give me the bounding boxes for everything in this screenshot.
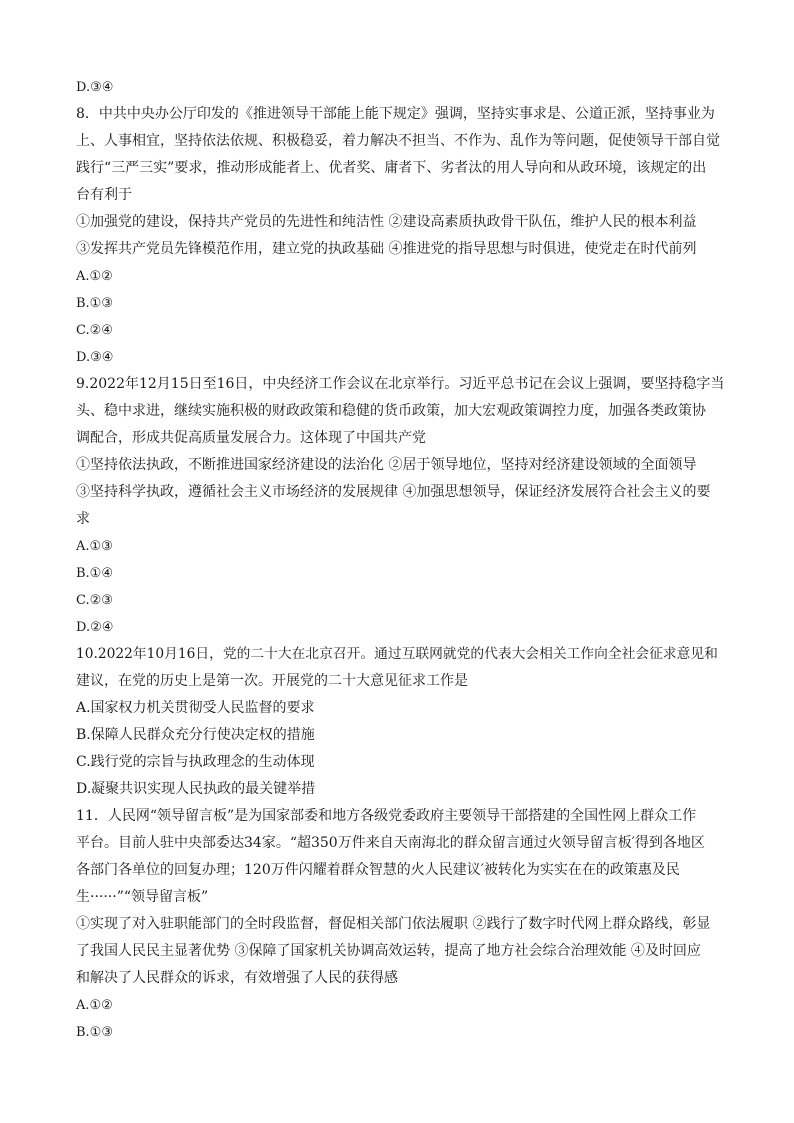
prev-question-option-d: D.③④ [76, 80, 114, 95]
q11-option-a: A.①② [76, 998, 113, 1013]
q8-stem-line: 上、人事相宜，坚持依法依规、积极稳妥，着力解决不担当、不作为、乱作为等问题，促使领导干部自觉 [76, 133, 720, 149]
q11-stem-line: 生······”“领导留言板” [76, 889, 209, 905]
q8-option-c: C.②④ [76, 323, 113, 338]
question-8 [76, 101, 726, 371]
question-10 [76, 641, 726, 803]
q8-option-b: B.①③ [76, 296, 113, 311]
q8-statement-line: ①加强党的建设，保持共产党员的先进性和纯洁性 ②建设高素质执政骨干队伍，维护人民的根本利益 [76, 214, 697, 230]
q9-statement-line: ①坚持依法执政，不断推进国家经济建设的法治化 ②居于领导地位，坚持对经济建设领域的全面领导 [76, 457, 697, 473]
exam-page [76, 74, 726, 1046]
q11-option-b: B.①③ [76, 1025, 113, 1040]
q9-statement-line: ③坚持科学执政，遵循社会主义市场经济的发展规律 ④加强思想领导，保证经济发展符合社会主义的要 [76, 484, 711, 500]
q9-option-a: A.①③ [76, 539, 113, 554]
q11-stem-line: 11．人民网“领导留言板”是为国家部委和地方各级党委政府主要领导干部搭建的全国性网上群众工作 [76, 808, 697, 824]
question-9 [76, 371, 726, 641]
q9-option-c: C.②③ [76, 593, 113, 608]
q10-stem-line: 10.2022年10月16日，党的二十大在北京召开。通过互联网就党的代表大会相关工作向全社会征求意见和 [76, 646, 718, 662]
q11-stem-line: 平台。目前人驻中央部委达34家。“超350万件来自天南海北的群众留言通过火领导留言板′得到各地区 [76, 835, 705, 851]
q10-stem-line: 建议，在党的历史上是第一次。开展党的二十大意见征求工作是 [76, 673, 468, 689]
q11-statement-line: 了我国人民民主显著优势 ③保障了国家机关协调高效运转，提高了地方社会综合治理效能 ④及时回应 [76, 943, 701, 959]
q9-option-d: D.②④ [76, 620, 114, 635]
q9-stem-line: 9.2022年12月15日至16日，中央经济工作会议在北京举行。习近平总书记在会议上强调，要坚持稳字当 [76, 376, 725, 392]
q9-stem-line: 头、稳中求进，继续实施积极的财政政策和稳健的货币政策，加大宏观政策调控力度，加强各类政策协 [76, 403, 706, 419]
q9-statement-line: 求 [76, 511, 90, 527]
q10-option-a: A.国家权力机关贯彻受人民监督的要求 [76, 700, 315, 716]
q9-option-b: B.①④ [76, 566, 113, 581]
q11-statement-line: ①实现了对入驻职能部门的全时段监督，督促相关部门依法履职 ②践行了数字时代网上群众路线，彰显 [76, 916, 711, 932]
q8-statement-line: ③发挥共产党员先锋模范作用，建立党的执政基础 ④推进党的指导思想与时俱进，使党走在时代前列 [76, 241, 697, 257]
q8-stem-line: 践行“三严三实”要求，推动形成能者上、优者奖、庸者下、劣者汰的用人导向和从政环境，该规定的出 [76, 160, 707, 176]
q11-stem-line: 各部门各单位的回复办理；120万件闪耀着群众智慧的火人民建议′被转化为实实在在的政策惠及民 [76, 862, 680, 878]
q10-option-d: D.凝聚共识实现人民执政的最关键举措 [76, 781, 316, 797]
q10-option-b: B.保障人民群众充分行使决定权的措施 [76, 727, 315, 743]
q8-stem-line: 台有利于 [76, 187, 132, 203]
q9-stem-line: 调配合，形成共促高质量发展合力。这体现了中国共产党 [76, 430, 426, 446]
q8-option-d: D.③④ [76, 350, 114, 365]
q10-option-c: C.践行党的宗旨与执政理念的生动体现 [76, 754, 315, 770]
q11-statement-line: 和解决了人民群众的诉求，有效增强了人民的获得感 [76, 970, 398, 986]
q8-option-a: A.①② [76, 269, 113, 284]
q8-stem-line: 8．中共中央办公厅印发的《推进领导干部能上能下规定》强调，坚持实事求是、公道正派，坚持事业为 [76, 106, 715, 122]
question-11 [76, 803, 726, 1046]
